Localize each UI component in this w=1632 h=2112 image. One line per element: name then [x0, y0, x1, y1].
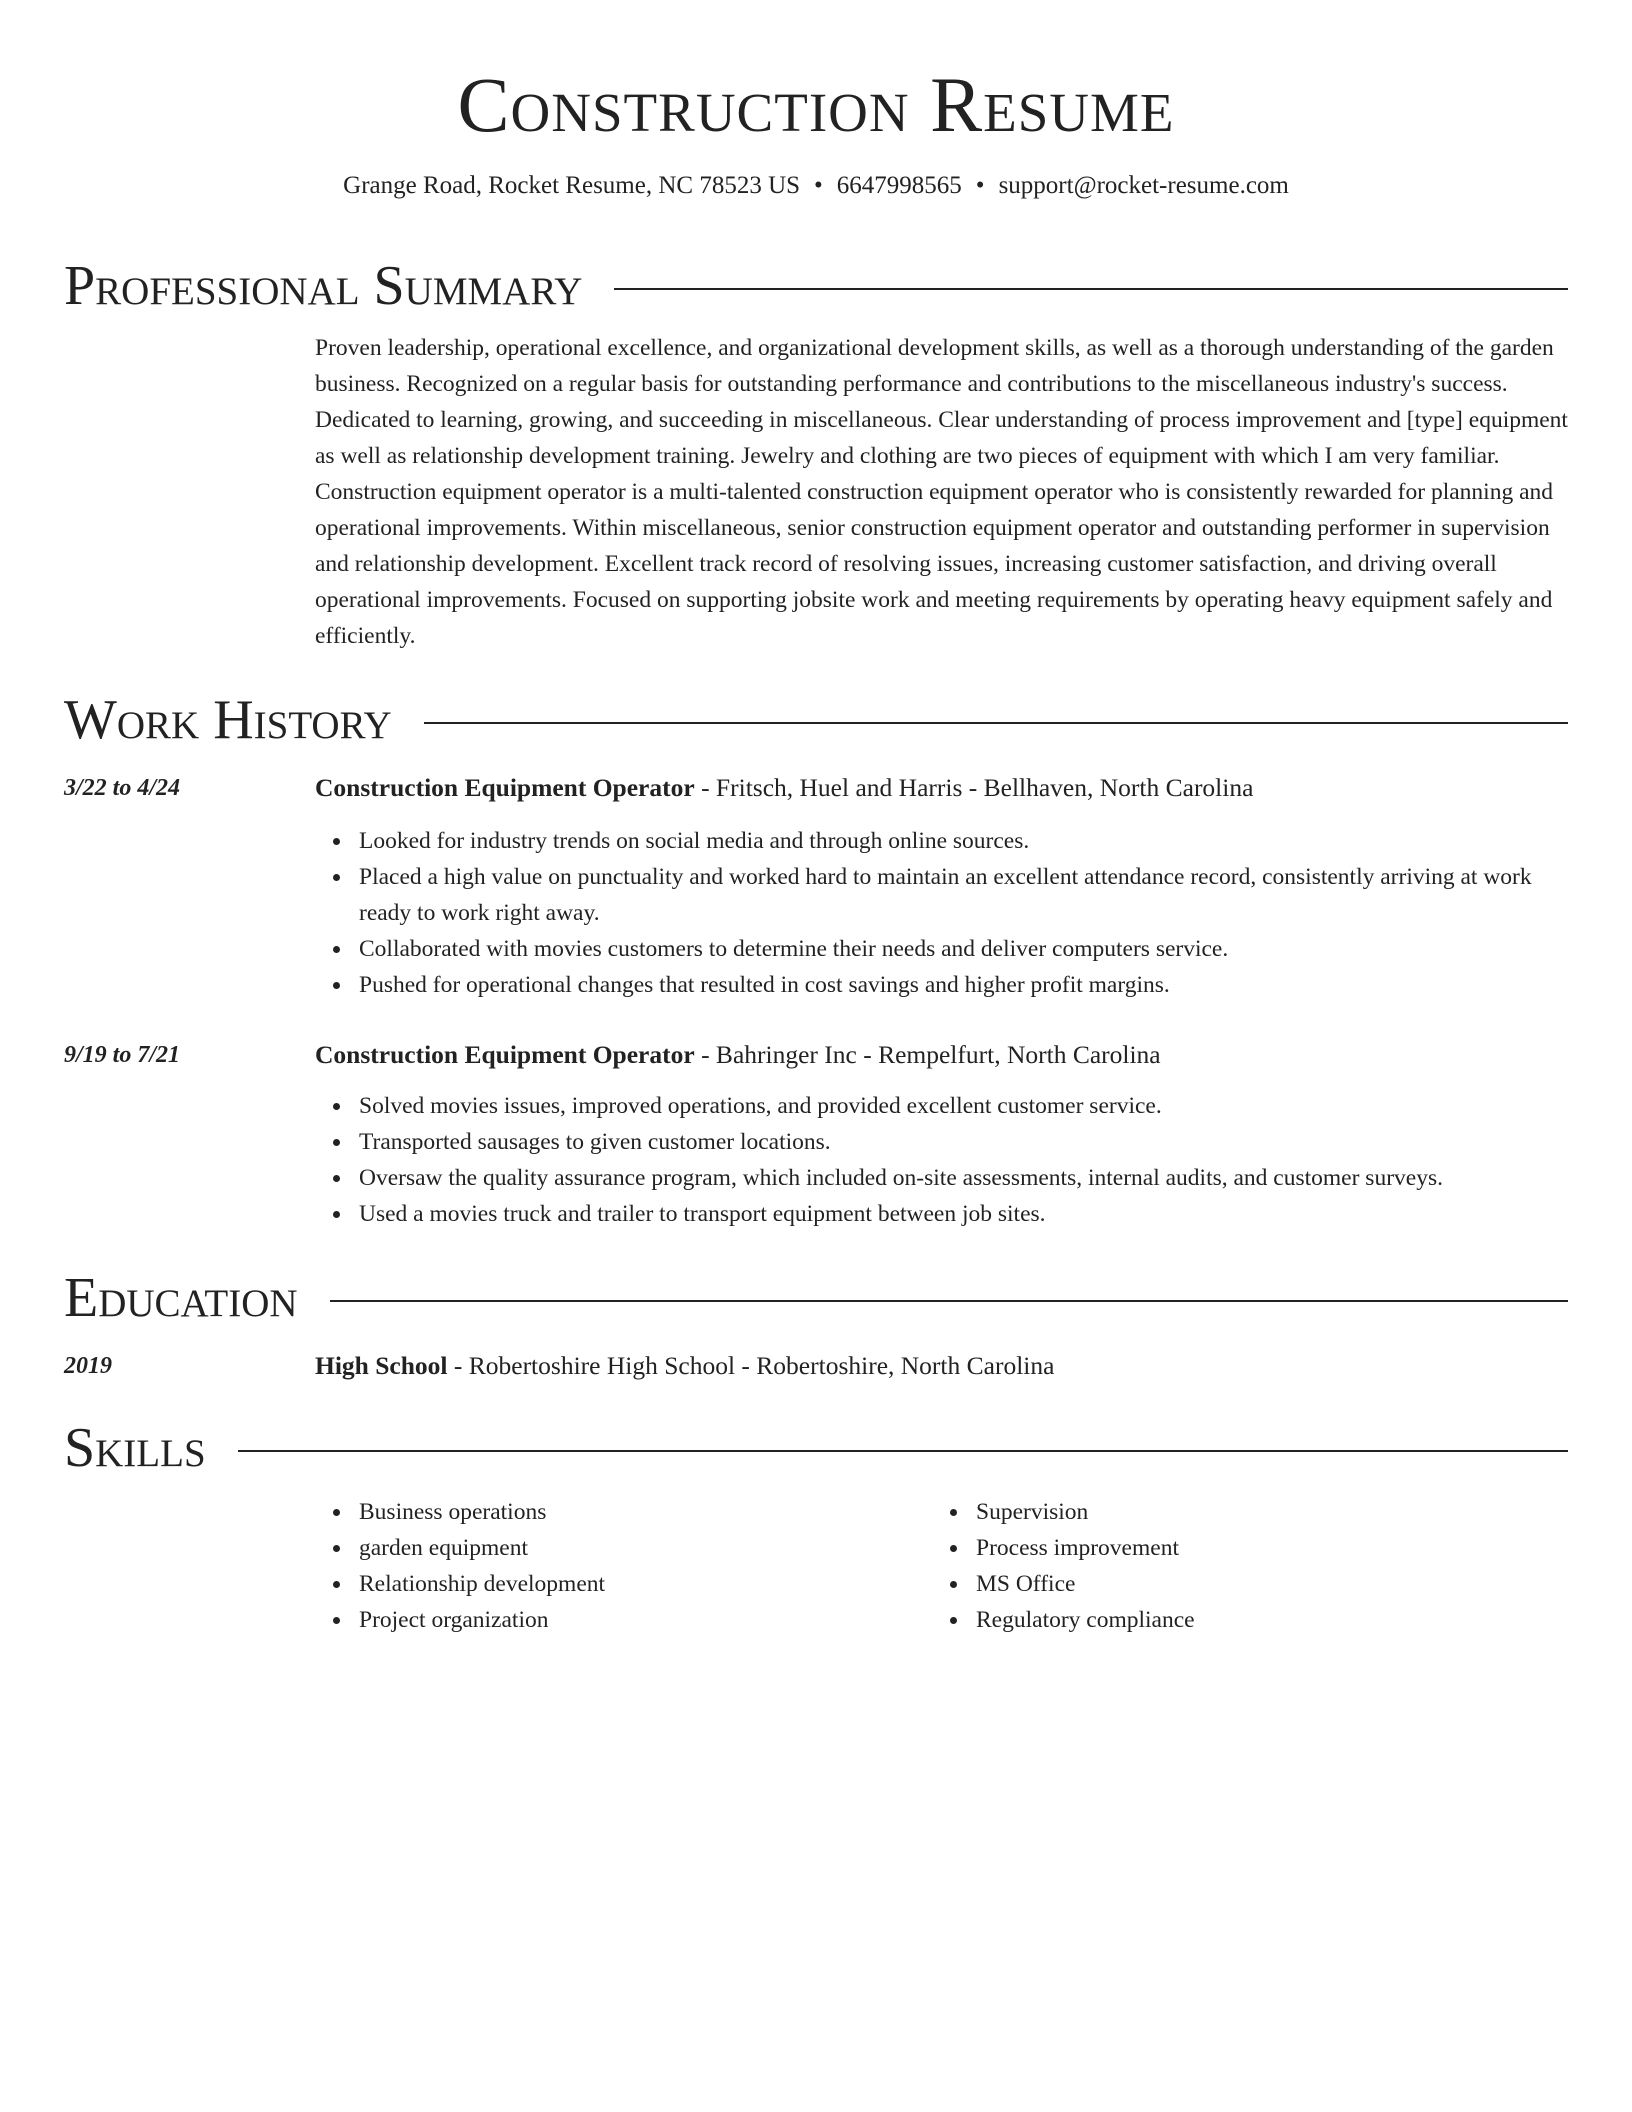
work-heading: Work History [64, 689, 392, 751]
job-date: 3/22 to 4/24 [64, 775, 181, 801]
list-item: Business operations [359, 1494, 932, 1530]
list-item: Oversaw the quality assurance program, which included on-site assessments, internal audits, and customer surveys. [359, 1160, 1568, 1196]
education-line [315, 1348, 1568, 1384]
job-bullets [315, 823, 1568, 1003]
education-details: - Robertoshire High School - Robertoshire, North Carolina [447, 1351, 1055, 1380]
job-bullets [315, 1088, 1568, 1232]
list-item: Transported sausages to given customer locations. [359, 1124, 1568, 1160]
section-divider [330, 1300, 1568, 1302]
resume-page [64, 0, 1568, 1633]
list-item: Solved movies issues, improved operations, and provided excellent customer service. [359, 1088, 1568, 1124]
job-entry [64, 1037, 1568, 1232]
education-degree: High School [315, 1351, 448, 1380]
education-entry [64, 1348, 1568, 1384]
contact-separator: • [814, 172, 823, 199]
summary-text: Proven leadership, operational excellence, and organizational development skills, as well as a thorough understanding of the garden business. Recognized on a regular basis for outstanding performance and contributions to the miscellaneous industry's success. Dedicated to learning, growing, and succeeding in miscellaneous. Clear understanding of process improvement and [type] equipment as well as relationship development training. Jewelry and clothing are two pieces of equipment with which I am very familiar. Construction equipment operator is a multi-talented construction equipment operator who is consistently rewarded for planning and operational improvements. Within miscellaneous, senior construction equipment operator and outstanding performer in supervision and relationship development. Excellent track record of resolving issues, increasing customer satisfaction, and driving overall operational improvements. Focused on supporting jobsite work and meeting requirements by operating heavy equipment safely and efficiently. [315, 335, 1568, 649]
skills-columns [315, 1494, 1568, 1638]
work-history-section [64, 688, 1568, 1232]
list-item: Relationship development [359, 1566, 932, 1602]
job-title: Construction Equipment Operator [315, 1040, 695, 1069]
list-item: Supervision [976, 1494, 1549, 1530]
contact-address: Grange Road, Rocket Resume, NC 78523 US [343, 172, 801, 199]
skills-column-left [315, 1494, 932, 1638]
contact-phone: 6647998565 [836, 172, 962, 199]
job-title-line [315, 770, 1568, 806]
skills-heading-row [64, 1416, 1568, 1480]
job-entry [64, 770, 1568, 1003]
resume-title: Construction Resume [457, 61, 1175, 148]
list-item: Process improvement [976, 1530, 1549, 1566]
summary-section [64, 254, 1568, 654]
list-item: Looked for industry trends on social media and through online sources. [359, 823, 1568, 859]
education-heading: Education [64, 1267, 298, 1329]
work-heading-row [64, 688, 1568, 752]
list-item: garden equipment [359, 1530, 932, 1566]
summary-heading-row [64, 254, 1568, 318]
education-date: 2019 [64, 1353, 112, 1379]
section-divider [424, 722, 1568, 724]
job-bullets-wrap [315, 823, 1568, 1003]
section-divider [238, 1450, 1568, 1452]
list-item: Project organization [359, 1602, 932, 1638]
education-heading-row [64, 1266, 1568, 1330]
list-item: Used a movies truck and trailer to transport equipment between job sites. [359, 1196, 1568, 1232]
skills-section [64, 1416, 1568, 1638]
contact-line [64, 170, 1568, 202]
skills-heading: Skills [64, 1417, 206, 1479]
skills-list-left [315, 1494, 932, 1638]
job-title: Construction Equipment Operator [315, 773, 695, 802]
job-bullets-wrap [315, 1088, 1568, 1232]
list-item: Collaborated with movies customers to determine their needs and deliver computers service. [359, 931, 1568, 967]
job-details: - Bahringer Inc - Rempelfurt, North Carolina [694, 1040, 1161, 1069]
contact-email: support@rocket-resume.com [998, 172, 1289, 199]
resume-header [64, 0, 1568, 202]
job-date: 9/19 to 7/21 [64, 1042, 181, 1068]
skills-column-right [932, 1494, 1549, 1638]
education-section [64, 1266, 1568, 1384]
list-item: Pushed for operational changes that resulted in cost savings and higher profit margins. [359, 967, 1568, 1003]
contact-separator: • [975, 172, 985, 199]
job-title-line [315, 1037, 1568, 1073]
list-item: Placed a high value on punctuality and worked hard to maintain an excellent attendance record, consistently arriving at work ready to work right away. [359, 859, 1568, 931]
list-item: Regulatory compliance [976, 1602, 1549, 1638]
list-item: MS Office [976, 1566, 1549, 1602]
skills-list-right [932, 1494, 1549, 1638]
section-divider [614, 288, 1568, 290]
job-details: - Fritsch, Huel and Harris - Bellhaven, North Carolina [694, 773, 1254, 802]
summary-heading: Professional Summary [64, 255, 583, 317]
